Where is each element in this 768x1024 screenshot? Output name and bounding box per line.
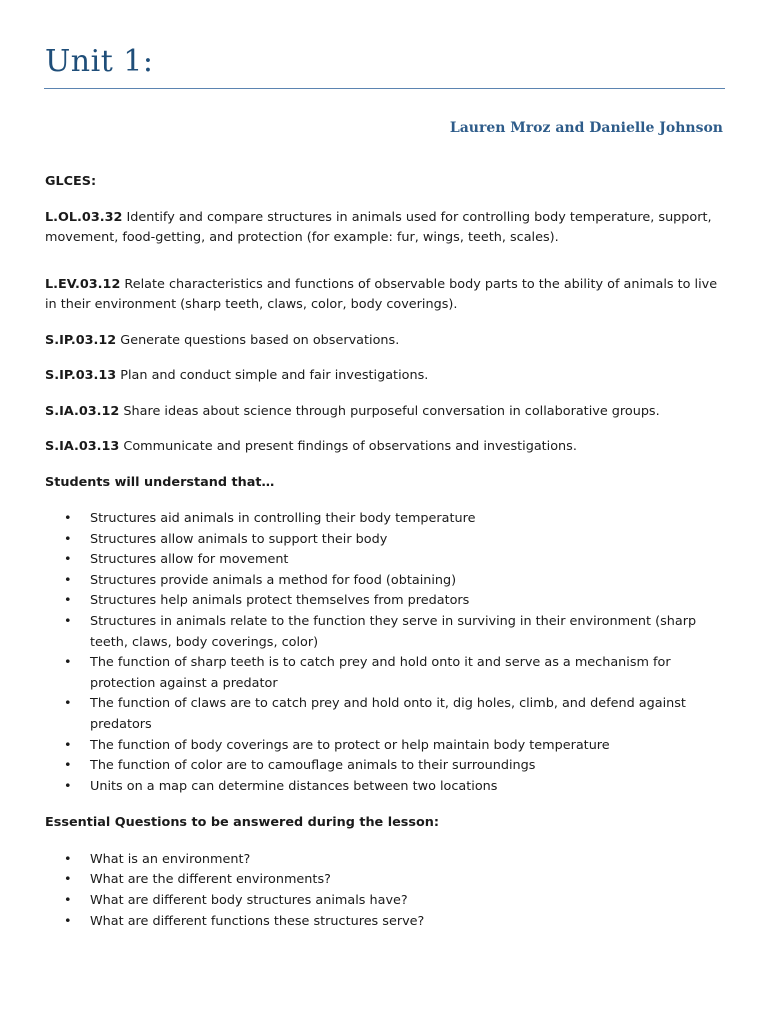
bullet-icon: • <box>64 893 72 908</box>
standard-item <box>45 331 725 352</box>
bullet-icon: • <box>64 696 72 712</box>
list-item <box>45 612 725 653</box>
bullet-icon: • <box>64 851 72 867</box>
list-item-text: The function of color are to camouflage animals to their surroundings <box>90 758 536 774</box>
list-item <box>45 550 725 571</box>
list-item <box>45 777 725 798</box>
list-item-text: Units on a map can determine distances between two locations <box>90 778 498 794</box>
standard-code: S.IA.03.12 <box>45 403 120 419</box>
list-item <box>45 850 725 871</box>
understandings-list <box>45 509 725 797</box>
bullet-icon: • <box>64 572 72 588</box>
list-item-text: What are different functions these structures serve? <box>90 913 425 929</box>
standard-text: Plan and conduct simple and fair investigations. <box>116 368 429 383</box>
list-item <box>45 571 725 592</box>
bullet-icon: • <box>64 552 72 568</box>
standard-text: Generate questions based on observations. <box>116 332 400 348</box>
bullet-icon: • <box>64 593 72 609</box>
bullet-icon: • <box>64 531 72 547</box>
standard-item <box>45 275 725 316</box>
standard-item <box>45 366 725 387</box>
list-item-text: What are the different environments? <box>90 872 331 888</box>
bullet-icon: • <box>64 737 72 753</box>
list-item <box>45 530 725 551</box>
questions-heading: Essential Questions to be answered during the lesson: <box>45 815 440 831</box>
authors-line: Lauren Mroz and Danielle Johnson <box>449 120 723 136</box>
list-item-text: What is an environment? <box>90 851 251 867</box>
questions-list <box>45 850 725 932</box>
standard-code: L.OL.03.32 <box>45 209 123 225</box>
bullet-icon: • <box>64 778 72 794</box>
bullet-icon: • <box>64 613 72 629</box>
list-item-text: Structures provide animals a method for food (obtaining) <box>90 572 457 588</box>
list-item <box>45 736 725 757</box>
title-divider <box>44 88 725 89</box>
standard-code: S.IP.03.13 <box>45 368 117 383</box>
list-item-text: Structures aid animals in controlling their body temperature <box>90 511 476 526</box>
understand-heading: Students will understand that… <box>45 474 275 490</box>
list-item <box>45 591 725 612</box>
standard-text: Relate characteristics and functions of observable body parts to the ability of animals to live in their environment (sharp teeth, claws, color, body coverings). <box>45 276 718 312</box>
list-item <box>45 694 725 735</box>
list-item-text: The function of sharp teeth is to catch prey and hold onto it and serve as a mechanism for protection against a predator <box>90 655 671 691</box>
bullet-icon: • <box>64 758 72 774</box>
list-item <box>45 891 725 912</box>
standard-item <box>45 208 725 249</box>
standard-code: S.IA.03.13 <box>45 439 120 454</box>
bullet-icon: • <box>64 913 72 929</box>
list-item-text: Structures help animals protect themselves from predators <box>90 593 470 609</box>
standard-text: Identify and compare structures in animals used for controlling body temperature, support, movement, food-getting, and protection (for example: fur, wings, teeth, scales). <box>45 209 712 245</box>
list-item <box>45 870 725 891</box>
page-title: Unit 1: <box>45 44 154 79</box>
standard-code: L.EV.03.12 <box>45 276 121 292</box>
list-item <box>45 756 725 777</box>
bullet-icon: • <box>64 872 72 888</box>
document-body <box>45 172 725 932</box>
list-item-text: Structures allow animals to support their body <box>90 531 388 547</box>
list-item-text: The function of claws are to catch prey and hold onto it, dig holes, climb, and defend against predators <box>90 696 686 732</box>
list-item-text: Structures in animals relate to the function they serve in surviving in their environment (sharp teeth, claws, body coverings, color) <box>90 613 697 650</box>
bullet-icon: • <box>64 511 72 526</box>
standard-item <box>45 437 725 458</box>
list-item <box>45 653 725 694</box>
list-item-text: Structures allow for movement <box>90 552 289 568</box>
standard-text: Share ideas about science through purposeful conversation in collaborative groups. <box>119 403 660 419</box>
list-item-text: What are different body structures animals have? <box>90 893 408 908</box>
list-item <box>45 509 725 530</box>
list-item <box>45 912 725 933</box>
list-item-text: The function of body coverings are to protect or help maintain body temperature <box>90 737 610 753</box>
standard-item <box>45 402 725 423</box>
bullet-icon: • <box>64 655 72 671</box>
standard-code: S.IP.03.12 <box>45 332 117 348</box>
standard-text: Communicate and present findings of observations and investigations. <box>119 439 577 454</box>
glces-heading: GLCES: <box>45 174 97 189</box>
